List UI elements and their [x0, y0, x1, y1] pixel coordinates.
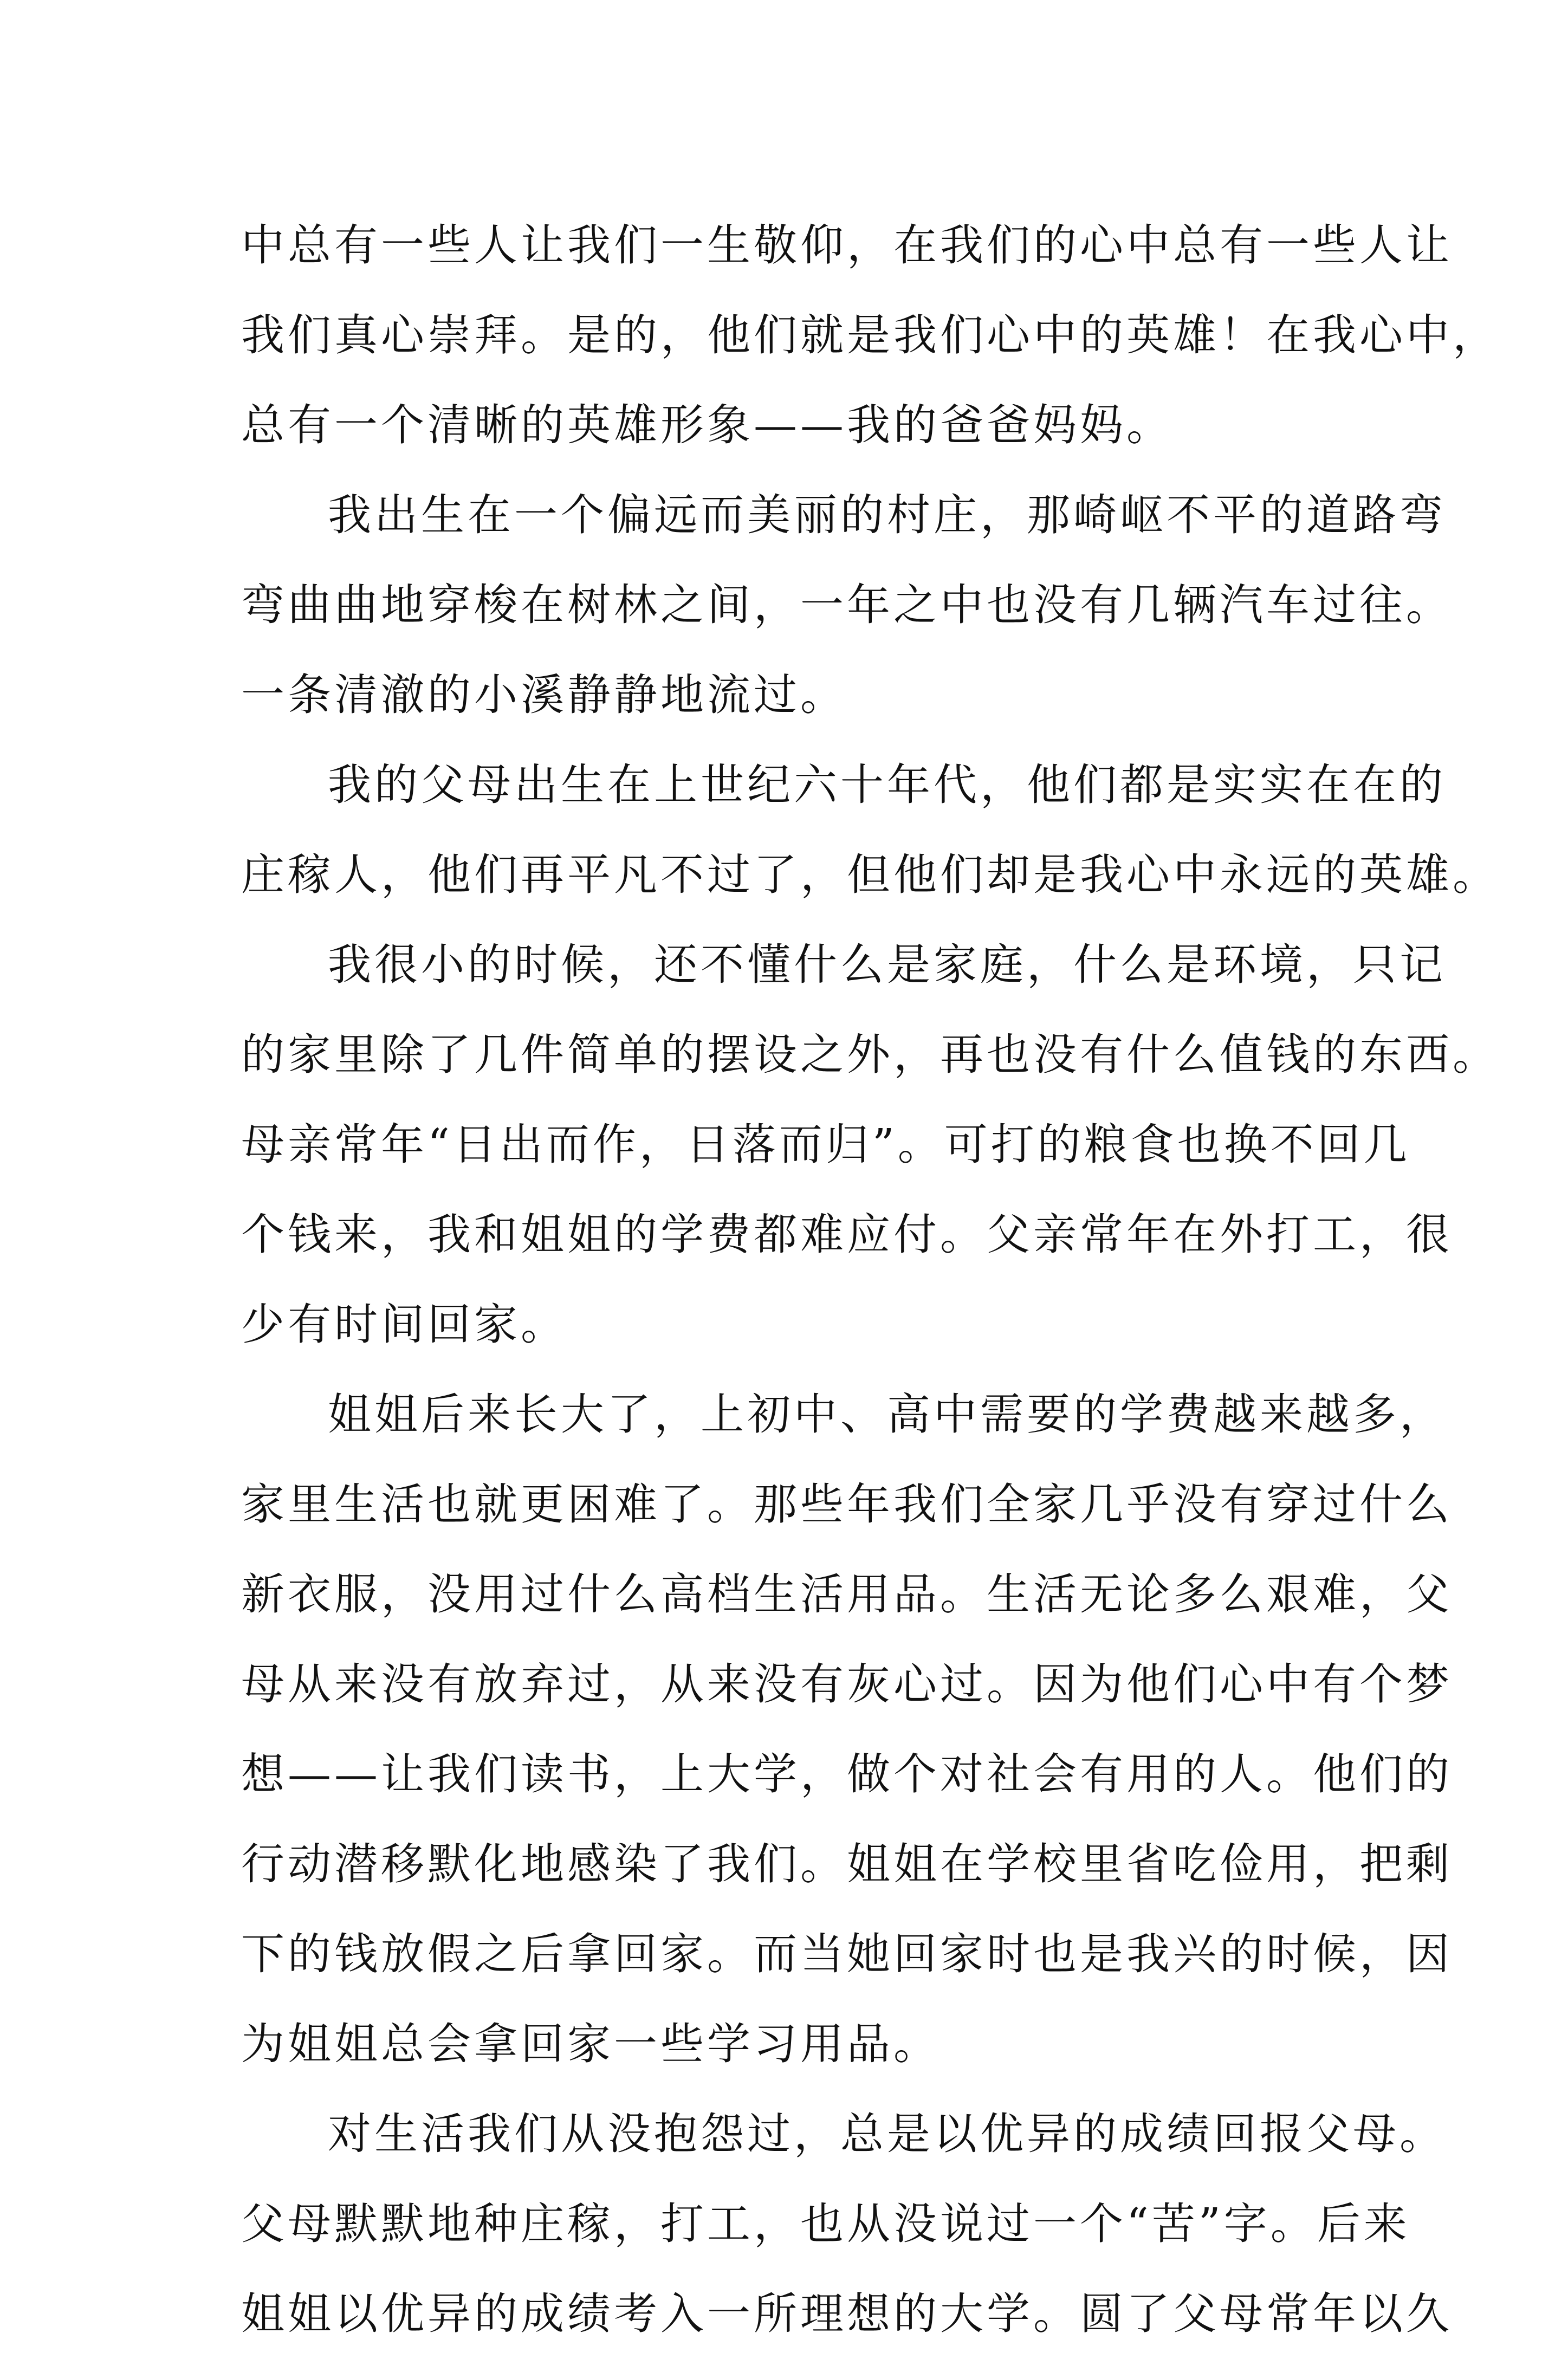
text-line: 总有一个清晰的英雄形象——我的爸爸妈妈。 [241, 400, 1173, 450]
text-line: 行动潜移默化地感染了我们。姐姐在学校里省吃俭用，把剩 [241, 1839, 1453, 1889]
text-line: 新衣服，没用过什么高档生活用品。生活无论多么艰难，父 [241, 1569, 1453, 1619]
paragraph-first-line: 对生活我们从没抱怨过，总是以优异的成绩回报父母。 [328, 2109, 1446, 2159]
text-line: 的家里除了几件简单的摆设之外，再也没有什么值钱的东西。 [241, 1029, 1499, 1080]
paragraph-first-line: 姐姐后来长大了，上初中、高中需要的学费越来越多， [328, 1389, 1446, 1440]
text-line: 我们真心崇拜。是的，他们就是我们心中的英雄！在我心中， [241, 310, 1499, 360]
paragraph-first-line: 我出生在一个偏远而美丽的村庄，那崎岖不平的道路弯 [328, 490, 1446, 540]
text-line: 姐姐以优异的成绩考入一所理想的大学。圆了父母常年以久 [241, 2289, 1453, 2339]
text-line: 少有时间回家。 [241, 1299, 567, 1350]
text-line: 母亲常年“日出而作，日落而归”。可打的粮食也换不回几 [241, 1119, 1410, 1170]
text-line: 家里生活也就更困难了。那些年我们全家几乎没有穿过什么 [241, 1479, 1453, 1530]
text-line: 父母默默地种庄稼，打工，也从没说过一个“苦”字。后来 [241, 2199, 1410, 2249]
text-line: 母从来没有放弃过，从来没有灰心过。因为他们心中有个梦 [241, 1659, 1453, 1709]
text-line: 弯曲曲地穿梭在树林之间，一年之中也没有几辆汽车过往。 [241, 580, 1453, 630]
body-text [241, 200, 1499, 2359]
text-line: 想——让我们读书，上大学，做个对社会有用的人。他们的 [241, 1749, 1453, 1799]
text-line: 中总有一些人让我们一生敬仰，在我们的心中总有一些人让 [241, 220, 1453, 270]
paragraph-first-line: 我的父母出生在上世纪六十年代，他们都是实实在在的 [328, 760, 1446, 810]
text-line: 下的钱放假之后拿回家。而当她回家时也是我兴的时候，因 [241, 1929, 1453, 1979]
text-line: 个钱来，我和姐姐的学费都难应付。父亲常年在外打工，很 [241, 1209, 1453, 1260]
text-line: 一条清澈的小溪静静地流过。 [241, 670, 847, 720]
text-line: 为姐姐总会拿回家一些学习用品。 [241, 2019, 940, 2069]
text-line: 庄稼人，他们再平凡不过了，但他们却是我心中永远的英雄。 [241, 850, 1499, 900]
paragraph-first-line: 我很小的时候，还不懂什么是家庭，什么是环境，只记 [328, 939, 1446, 990]
